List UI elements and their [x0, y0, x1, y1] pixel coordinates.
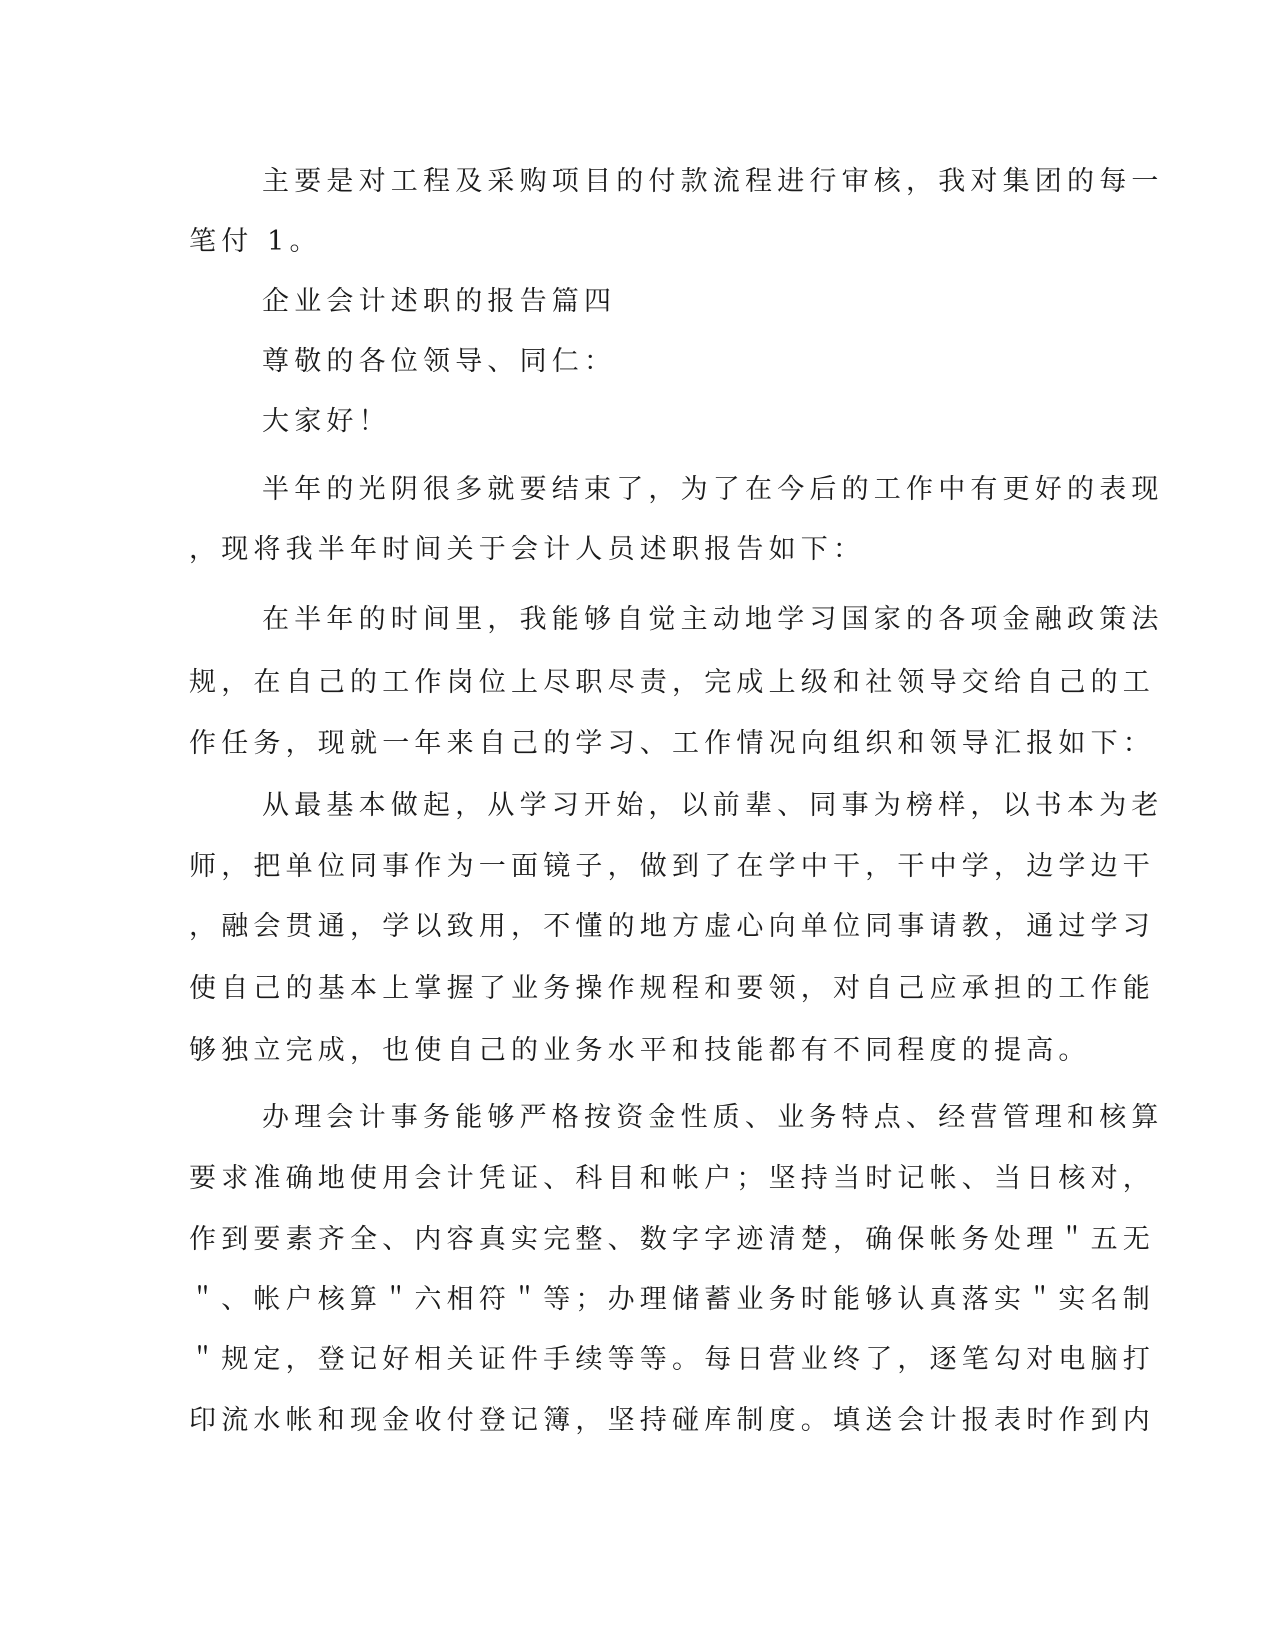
- paragraph-line: 半年的光阴很多就要结束了，为了在今后的工作中有更好的表现: [262, 474, 1164, 505]
- paragraph-line: ＂规定，登记好相关证件手续等等。每日营业终了，逐笔勾对电脑打: [189, 1344, 1155, 1375]
- paragraph-line: 规，在自己的工作岗位上尽职尽责，完成上级和社领导交给自己的工: [189, 667, 1155, 698]
- paragraph-line: ，现将我半年时间关于会计人员述职报告如下：: [189, 534, 866, 565]
- paragraph-line: ，融会贯通，学以致用，不懂的地方虚心向单位同事请教，通过学习: [189, 911, 1155, 942]
- paragraph-line: 作到要素齐全、内容真实完整、数字字迹清楚，确保帐务处理＂五无: [189, 1224, 1155, 1255]
- paragraph-line: 要求准确地使用会计凭证、科目和帐户；坚持当时记帐、当日核对，: [189, 1163, 1155, 1194]
- paragraph-line: 够独立完成，也使自己的业务水平和技能都有不同程度的提高。: [189, 1035, 1091, 1066]
- section-heading: 企业会计述职的报告篇四: [262, 286, 617, 317]
- paragraph-line: 印流水帐和现金收付登记簿，坚持碰库制度。填送会计报表时作到内: [189, 1405, 1155, 1436]
- paragraph-line: 笔付 1。: [189, 226, 322, 257]
- paragraph-line: 作任务，现就一年来自己的学习、工作情况向组织和领导汇报如下：: [189, 728, 1155, 759]
- paragraph-line: 从最基本做起，从学习开始，以前辈、同事为榜样，以书本为老: [262, 790, 1164, 821]
- paragraph-line: 在半年的时间里，我能够自觉主动地学习国家的各项金融政策法: [262, 604, 1164, 635]
- salutation: 尊敬的各位领导、同仁：: [262, 346, 617, 377]
- paragraph-line: ＂、帐户核算＂六相符＂等；办理储蓄业务时能够认真落实＂实名制: [189, 1284, 1155, 1315]
- paragraph-line: 使自己的基本上掌握了业务操作规程和要领，对自己应承担的工作能: [189, 973, 1155, 1004]
- paragraph-line: 主要是对工程及采购项目的付款流程进行审核，我对集团的每一: [262, 166, 1164, 197]
- greeting: 大家好！: [262, 406, 391, 437]
- paragraph-line: 师，把单位同事作为一面镜子，做到了在学中干，干中学，边学边干: [189, 851, 1155, 882]
- paragraph-line: 办理会计事务能够严格按资金性质、业务特点、经营管理和核算: [262, 1102, 1164, 1133]
